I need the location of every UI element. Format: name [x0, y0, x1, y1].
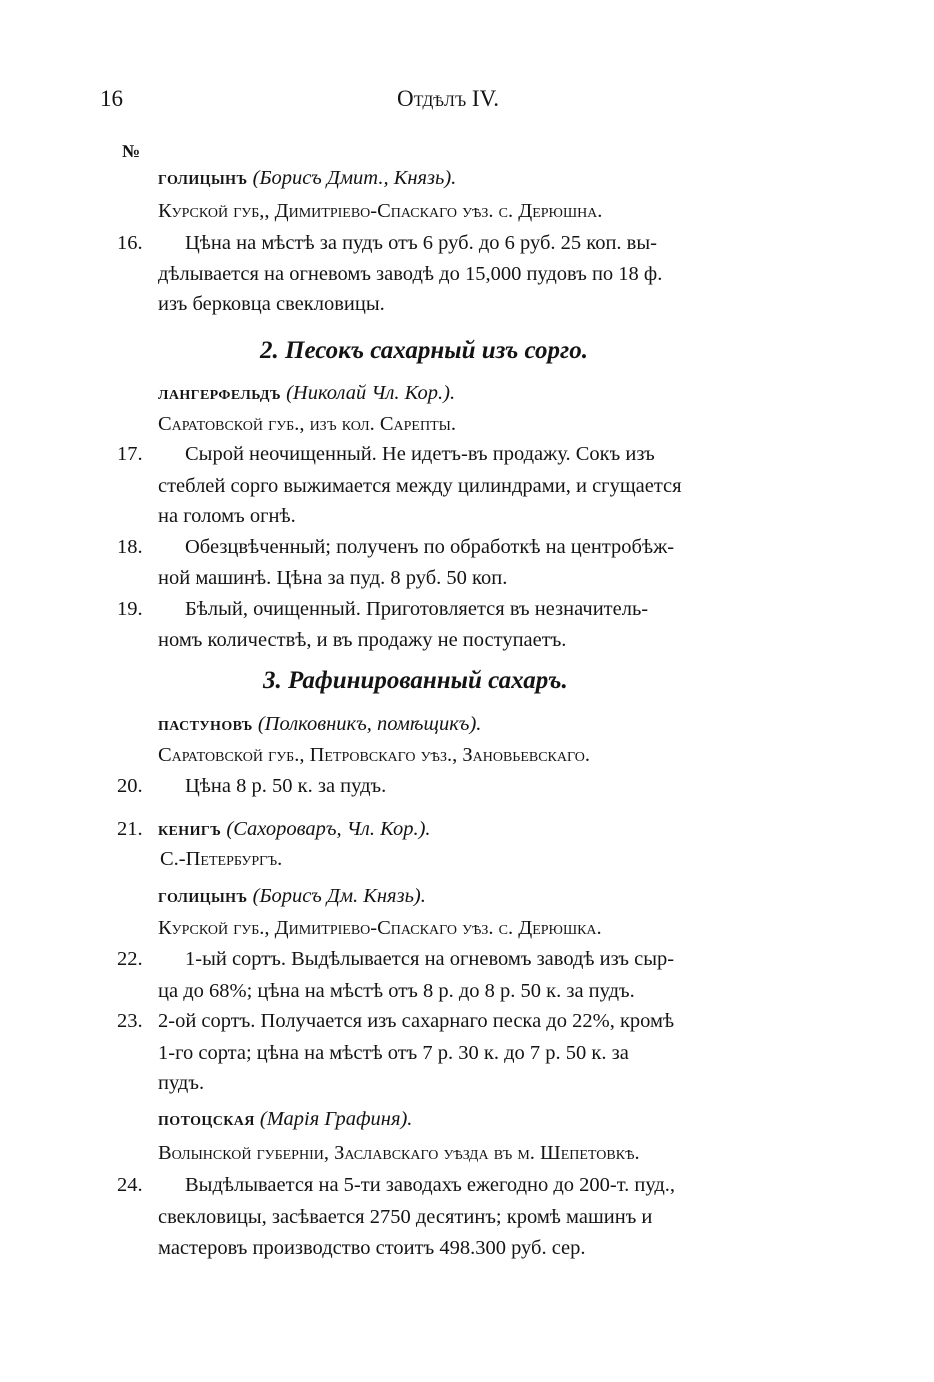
item-text-line: стеблей сорго выжимается между цилиндрами, и сгущается — [158, 475, 682, 497]
manufacturer-name: лангерфельдъ — [158, 382, 281, 404]
item-text-line: Обезцвѣченный; полученъ по обработкѣ на центробѣж- — [185, 536, 675, 558]
manufacturer-name: пастуновъ — [158, 713, 253, 735]
location: Саратовской губ., изъ кол. Сарепты. — [158, 413, 456, 435]
section-heading: 3. Рафинированный сахаръ. — [263, 667, 568, 694]
location: С.-Петербургъ. — [160, 848, 283, 870]
item-number: 21. — [117, 818, 143, 840]
item-number: 18. — [117, 536, 143, 558]
manufacturer-title: (Полковникъ, помѣщикъ). — [257, 713, 482, 735]
item-text-line: пудъ. — [158, 1072, 205, 1094]
entry-header-pototskaya — [158, 1106, 412, 1132]
manufacturer-title: (Сахороваръ, Чл. Кор.). — [226, 818, 431, 840]
entry-header-langerfeld — [158, 380, 455, 406]
column-mark: № — [122, 141, 141, 161]
item-text-line: Цѣна 8 р. 50 к. за пудъ. — [185, 775, 387, 797]
item-number: 23. — [117, 1010, 143, 1032]
page-number: 16 — [100, 86, 123, 111]
manufacturer-name: потоцская — [158, 1108, 255, 1130]
item-text-line: 2-ой сортъ. Получается изъ сахарнаго песка до 22%, кромѣ — [158, 1010, 675, 1032]
item-text-line: 1-ый сортъ. Выдѣлывается на огневомъ заводѣ изъ сыр- — [185, 948, 675, 970]
section-heading: 2. Песокъ сахарный изъ сорго. — [260, 337, 588, 364]
entry-header-golitsyn-2 — [158, 883, 426, 909]
item-text-line: номъ количествѣ, и въ продажу не поступаетъ. — [158, 629, 567, 651]
item-number: 19. — [117, 598, 143, 620]
location: Волынской губерніи, Заславскаго уѣзда въ м. Шепетовкѣ. — [158, 1142, 640, 1164]
item-text-line: Цѣна на мѣстѣ за пудъ отъ 6 руб. до 6 руб. 25 коп. вы- — [185, 232, 657, 254]
item-text-line: дѣлывается на огневомъ заводѣ до 15,000 пудовъ по 18 ф. — [158, 263, 663, 285]
item-number: 20. — [117, 775, 143, 797]
item-number: 17. — [117, 443, 143, 465]
item-text-line: мастеровъ производство стоитъ 498.300 руб. сер. — [158, 1237, 586, 1259]
location: Курской губ,, Димитріево-Спаскаго уѣз. с. Дерюшна. — [158, 200, 603, 222]
manufacturer-name: голицынъ — [158, 167, 248, 189]
item-text-line: Выдѣлывается на 5-ти заводахъ ежегодно до 200-т. пуд., — [185, 1174, 676, 1196]
item-text-line: Бѣлый, очищенный. Приготовляется въ незначитель- — [185, 598, 649, 620]
manufacturer-name: кенигъ — [158, 818, 222, 840]
manufacturer-title: (Борисъ Дмит., Князь). — [252, 167, 457, 189]
item-number: 24. — [117, 1174, 143, 1196]
location: Курской губ., Димитріево-Спаскаго уѣз. с. Дерюшка. — [158, 917, 602, 939]
entry-header-golitsyn-1 — [158, 165, 456, 191]
item-text-line: изъ берковца свекловицы. — [158, 293, 385, 315]
item-text-line: Сырой неочищенный. Не идетъ-въ продажу. Сокъ изъ — [185, 443, 655, 465]
manufacturer-title: (Марія Графиня). — [259, 1108, 413, 1130]
running-title: Отдѣлъ IV. — [397, 86, 499, 111]
manufacturer-title: (Николай Чл. Кор.). — [286, 382, 456, 404]
location: Саратовской губ., Петровскаго уѣз., Зановьевскаго. — [158, 744, 590, 766]
item-text-line: ной машинѣ. Цѣна за пуд. 8 руб. 50 коп. — [158, 567, 508, 589]
item-text-line: на голомъ огнѣ. — [158, 505, 296, 527]
item-text-line: свекловицы, засѣвается 2750 десятинъ; кромѣ машинъ и — [158, 1206, 653, 1228]
item-text-line: 1-го сорта; цѣна на мѣстѣ отъ 7 р. 30 к. до 7 р. 50 к. за — [158, 1042, 629, 1064]
manufacturer-title: (Борисъ Дм. Князь). — [252, 885, 426, 907]
item-number: 22. — [117, 948, 143, 970]
entry-header-pastunov — [158, 711, 481, 737]
manufacturer-name: голицынъ — [158, 885, 248, 907]
entry-header-kenig — [158, 816, 431, 842]
item-number: 16. — [117, 232, 143, 254]
item-text-line: ца до 68%; цѣна на мѣстѣ отъ 8 р. до 8 р. 50 к. за пудъ. — [158, 980, 635, 1002]
